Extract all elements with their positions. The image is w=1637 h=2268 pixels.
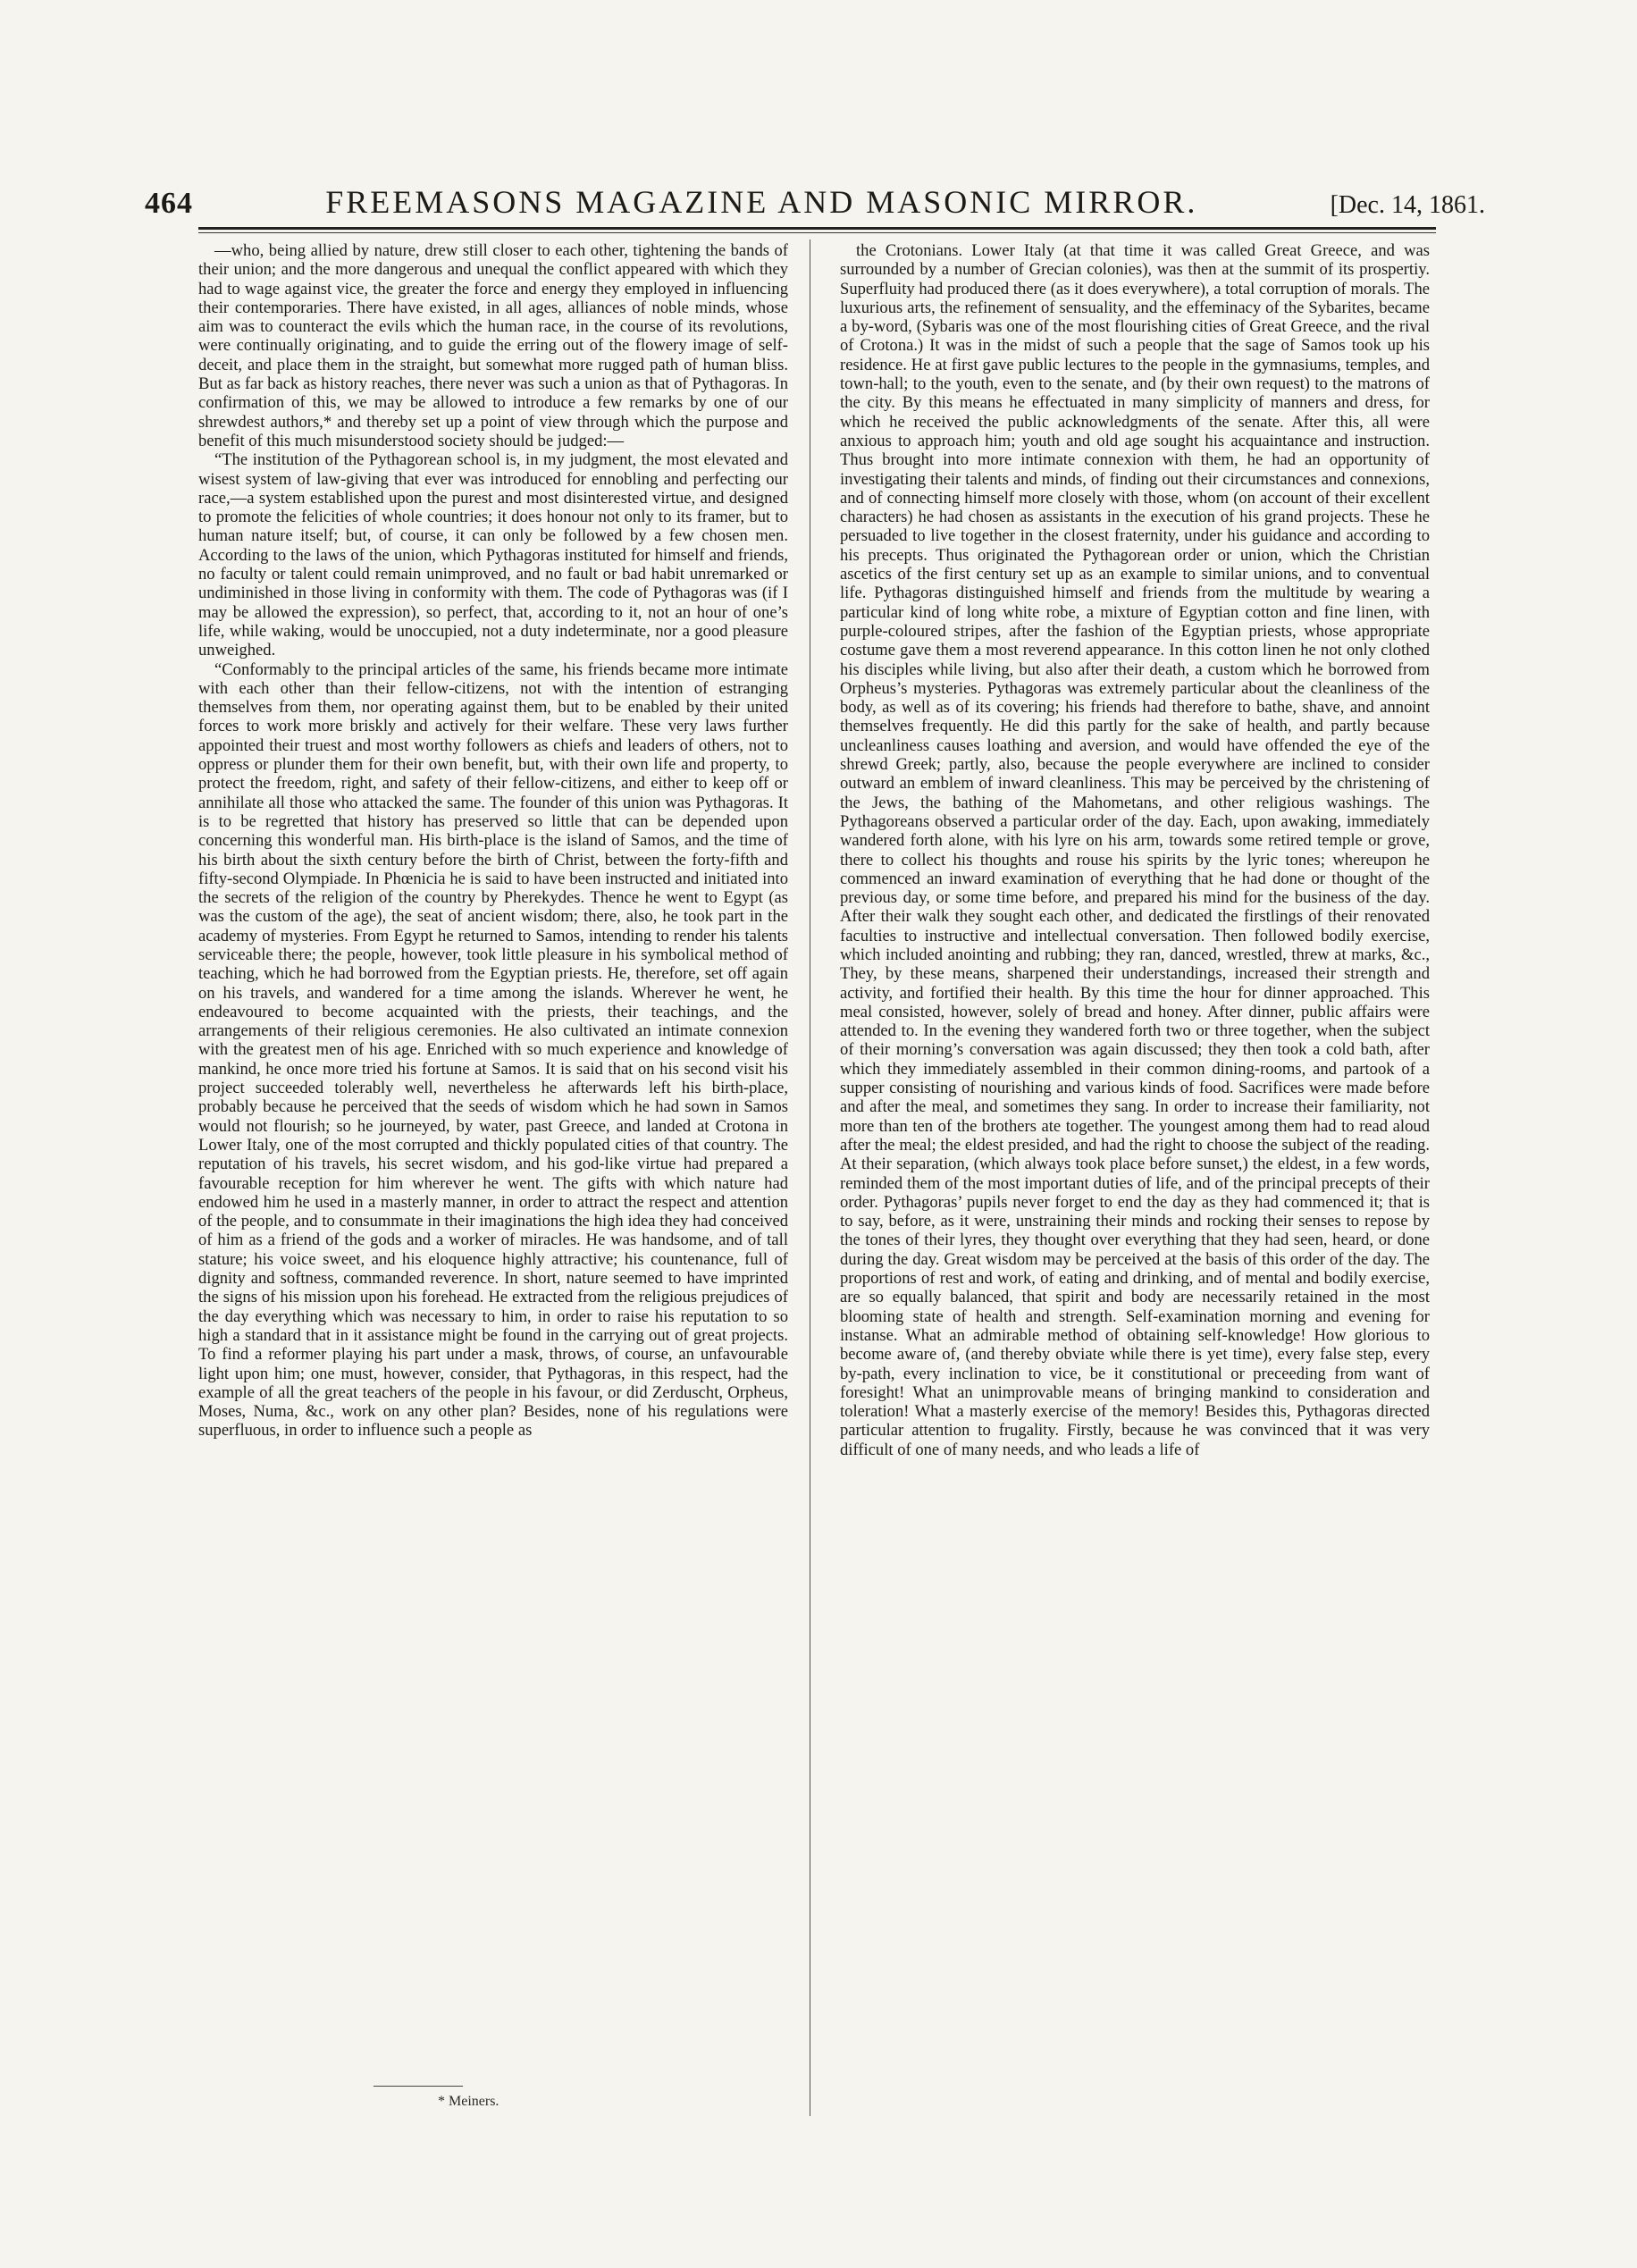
right-column xyxy=(840,241,1430,2127)
paragraph: “Conformably to the principal articles of the same, his friends became more intimate with each other than their fellow-citizens, not with the intention of estranging themselves from them, nor operating against them, but to be enabled by their united forces to work more briskly and actively for their welfare. These very laws further appointed their truest and most worthy followers as chiefs and leaders of others, not to oppress or plunder them for their own benefit, but, with their own life and property, to protect the freedom, right, and safety of their fellow-citizens, and either to keep off or annihilate all those who attacked the same. The founder of this union was Pythagoras. It is to be regretted that history has preserved so little that can be depended upon concerning this wonderful man. His birth-place is the island of Samos, and the time of his birth about the sixth century before the birth of Christ, between the forty-fifth and fifty-second Olympiade. In Phœnicia he is said to have been instructed and initiated into the secrets of the religion of the country by Pherekydes. Thence he went to Egypt (as was the custom of the age), the seat of ancient wisdom; there, also, he took part in the academy of mysteries. From Egypt he returned to Samos, intending to render his talents serviceable there; the people, however, took little pleasure in his symbolical method of teaching, which he had borrowed from the Egyptian priests. He, therefore, set off again on his travels, and wandered for a time among the islands. Wherever he went, he endeavoured to become acquainted with the priests, their teachings, and the arrangements of their religious ceremonies. He also cultivated an intimate connexion with the greatest men of his age. Enriched with so much experience and knowledge of mankind, he once more tried his fortune at Samos. It is said that on his second visit his project succeeded tolerably well, nevertheless he afterwards left his birth-place, probably because he perceived that the seeds of wisdom which he had sown in Samos would not flourish; so he journeyed, by water, past Greece, and landed at Crotona in Lower Italy, one of the most corrupted and thickly populated cities of that country. The reputation of his travels, his secret wisdom, and his god-like virtue had prepared a favourable reception for him wherever he went. The gifts with which nature had endowed him he used in a masterly manner, in order to attract the respect and attention of the people, and to consummate in their imaginations the high idea they had conceived of him as a friend of the gods and a worker of miracles. He was handsome, and of tall stature; his voice sweet, and his eloquence highly attractive; his countenance, full of dignity and softness, commanded reverence. In short, nature seemed to have imprinted the signs of his mission upon his forehead. He extracted from the religious prejudices of the day everything which was necessary to him, in order to raise his reputation to so high a standard that in it assistance might be found in the carrying out of great projects. To find a reformer playing his part under a mask, throws, of course, an unfavourable light upon him; one must, however, consider, that Pythagoras, in this respect, had the example of all the great teachers of the people in his favour, or did Zerduscht, Orpheus, Moses, Numa, &c., work on any other plan? Besides, none of his regulations were superfluous, in order to influence such a people as xyxy=(198,659,788,1441)
paragraph: —who, being allied by nature, drew still closer to each other, tightening the bands of their union; and the more dangerous and unequal the conflict appeared with which they had to wage against vice, the greater the force and energy they employed in influencing their contemporaries. There have existed, in all ages, alliances of noble minds, whose aim was to counteract the evils which the human race, in the course of its revolutions, were continually originating, and to guide the erring out of the flowery image of self-deceit, and place them in the straight, but somewhat more rugged path of human bliss. But as far back as history reaches, there never was such a union as that of Pythagoras. In confirmation of this, we may be allowed to introduce a few remarks by one of our shrewdest authors,* and thereby set up a point of view through which the purpose and benefit of this much misunderstood society should be judged:— xyxy=(198,241,788,450)
masthead xyxy=(145,183,1485,223)
footnote-rule xyxy=(374,2086,463,2087)
header-rule-thick xyxy=(198,227,1436,230)
footnote: * Meiners. xyxy=(438,2094,499,2109)
journal-title: FREEMASONS MAGAZINE AND MASONIC MIRROR. xyxy=(325,184,1198,220)
issue-date: [Dec. 14, 1861. xyxy=(1330,191,1485,219)
page-number: 464 xyxy=(145,187,193,220)
header-rule-thin xyxy=(198,232,1436,233)
paragraph: “The institution of the Pythagorean school is, in my judgment, the most elevated and wisest system of law-giving that ever was introduced for ennobling and perfecting our race,—a system established upon the purest and most disinterested virtue, and designed to promote the felicities of whole countries; it does honour not only to its framer, but to human nature itself; but, of course, it can only be followed by a few chosen men. According to the laws of the union, which Pythagoras instituted for himself and friends, no faculty or talent could remain unimproved, and no fault or bad habit unremarked or undiminished in those living in conformity with them. The code of Pythagoras was (if I may be allowed the expression), so perfect, that, according to it, not an hour of one’s life, while waking, would be unoccupied, not a duty indeterminate, nor a good pleasure unweighed. xyxy=(198,450,788,660)
paragraph: the Crotonians. Lower Italy (at that time it was called Great Greece, and was surrounded by a number of Grecian colonies), was then at the summit of its prospertiy. Superfluity had produced there (as it does everywhere), a total corruption of morals. The luxurious arts, the refinement of sensuality, and the effeminacy of the Sybarites, became a by-word, (Sybaris was one of the most flourishing cities of Great Greece, and the rival of Crotona.) It was in the midst of such a people that the sage of Samos took up his residence. He at first gave public lectures to the people in the gymnasiums, temples, and town-hall; to the youth, even to the senate, and (by their own request) to the matrons of the city. By this means he effectuated in many simplicity of manners and dress, for which he received the public acknowledgments of the senate. After this, all were anxious to approach him; youth and old age sought his acquaintance and instruction. Thus brought into more intimate connexion with them, he had an opportunity of investigating their talents and minds, of finding out their circumstances and connexions, and of connecting himself more closely with those, whom (on account of their excellent characters) he had chosen as assistants in the execution of his grand projects. These he persuaded to live together in the closest fraternity, under his guidance and according to his precepts. Thus originated the Pythagorean order or union, which the Christian ascetics of the first century set up as an example to similar unions, and to conventual life. Pythagoras distinguished himself and friends from the multitude by wearing a particular kind of long white robe, a mixture of Egyptian cotton and fine linen, with purple-coloured stripes, after the fashion of the Egyptian priests, whose appropriate costume gave them a most reverend appearance. In this cotton linen he not only clothed his disciples while living, but also after their death, a custom which he borrowed from Orpheus’s mysteries. Pythagoras was extremely particular about the cleanliness of the body, as well as of its covering; his friends had therefore to bathe, shave, and annoint themselves frequently. He did this partly for the sake of health, and partly because uncleanliness causes loathing and aversion, and would have offended the eye of the shrewd Greek; partly, also, because the people everywhere are inclined to consider outward an emblem of inward cleanliness. This may be perceived by the christening of the Jews, the bathing of the Mahometans, and other religious washings. The Pythagoreans observed a particular order of the day. Each, upon awaking, immediately wandered forth alone, with his lyre on his arm, towards some retired temple or grove, there to collect his thoughts and rouse his spirits by the lyric tones; whereupon he commenced an inward examination of everything that he had done or thought of the previous day, or some time before, and prepared his mind for the business of the day. After their walk they sought each other, and dedicated the firstlings of their renovated faculties to instructive and intellectual conversation. Then followed bodily exercise, which included anointing and rubbing; they ran, danced, wrestled, threw at marks, &c., They, by these means, sharpened their understandings, increased their strength and activity, and fortified their health. By this time the hour for dinner approached. This meal consisted, however, solely of bread and honey. After dinner, public affairs were attended to. In the evening they wandered forth two or three together, when the subject of their morning’s conversation was again discussed; they then took a cold bath, after which they immediately assembled in their common dining-rooms, and partook of a supper consisting of nourishing and various kinds of food. Sacrifices were made before and after the meal, and sometimes they sang. In order to increase their familiarity, not more than ten of the brothers ate together. The youngest among them had to read aloud after the meal; the eldest presided, and had the right to choose the subject of the reading. At their separation, (which always took place before sunset,) the eldest, in a few words, reminded them of the most important duties of life, and of the principal precepts of their order. Pythagoras’ pupils never forget to end the day as they had commenced it; that is to say, before, as it were, unstraining their minds and rocking their senses to repose by the tones of their lyres, they thought over everything that they had seen, heard, or done during the day. Great wisdom may be perceived at the basis of this order of the day. The proportions of rest and work, of eating and drinking, and of mental and bodily exercise, are so equally balanced, that spirit and body are necessarily retained in the most blooming state of health and strength. Self-examination morning and evening for instanse. What an admirable method of obtaining self-knowledge! How glorious to become aware of, (and thereby obviate while there is yet time), every false step, every by-path, every inclination to vice, be it constitutional or preceeding from want of foresight! What an unimprovable means of bringing mankind to consideration and toleration! What a masterly exercise of the memory! Besides this, Pythagoras directed particular attention to frugality. Firstly, because he was convinced that it was very difficult of one of many needs, and who leads a life of xyxy=(840,241,1430,1459)
left-column xyxy=(198,241,788,2127)
